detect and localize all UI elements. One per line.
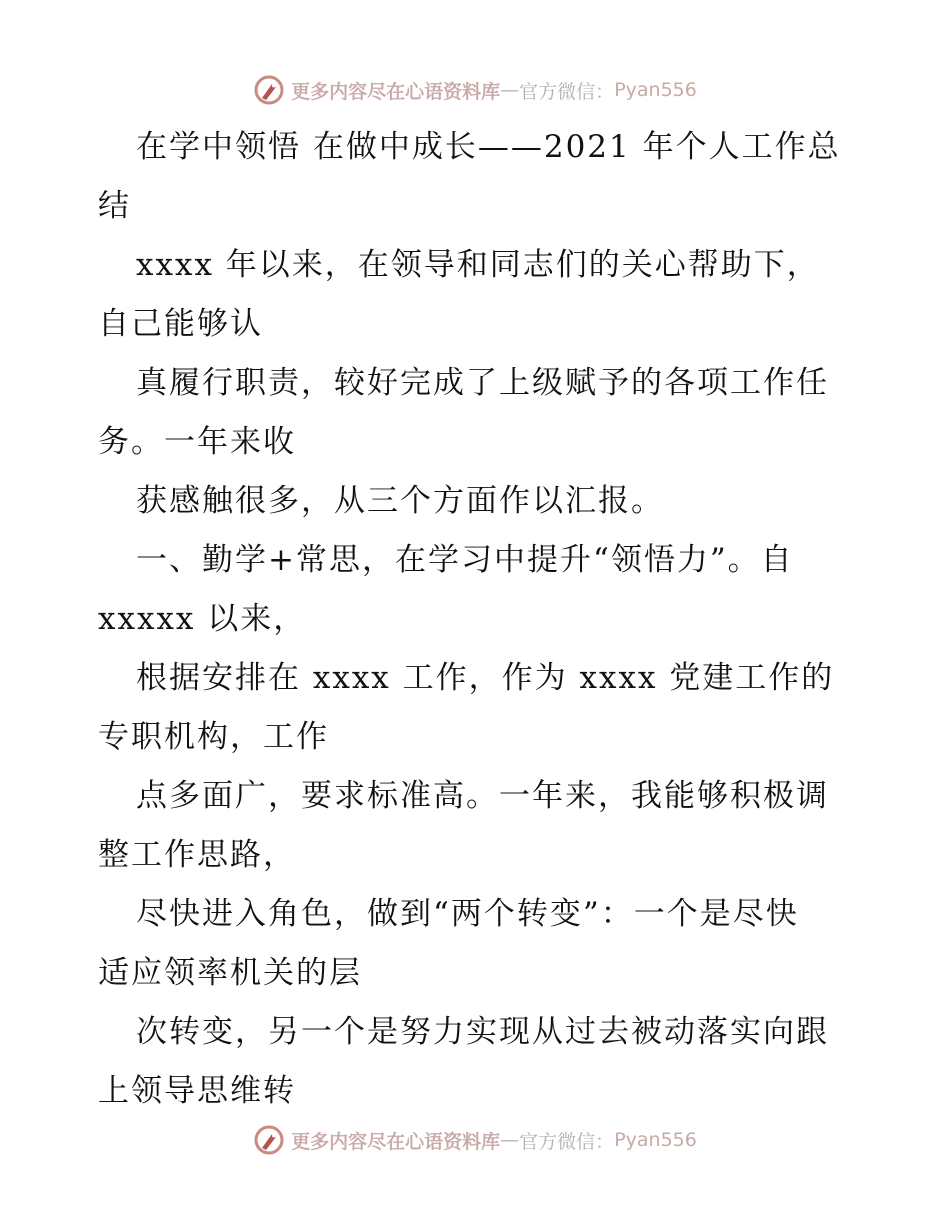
footer-watermark bbox=[0, 1120, 950, 1160]
text-line: 务。一年来收 bbox=[98, 424, 296, 460]
document-body bbox=[98, 118, 858, 1121]
watermark-separator: — bbox=[500, 1129, 520, 1151]
text-line: 上领导思维转 bbox=[98, 1073, 296, 1109]
watermark-main-text: 更多内容尽在心语资料库 bbox=[291, 1130, 501, 1153]
text-line: 一、勤学+常思，在学习中提升“领悟力”。自 bbox=[136, 542, 794, 578]
text-line: 适应领率机关的层 bbox=[98, 955, 362, 991]
text-line: 获感触很多，从三个方面作以汇报。 bbox=[136, 483, 664, 519]
text-line: 专职机构，工作 bbox=[98, 719, 329, 755]
text-line: 根据安排在 xxxx 工作，作为 xxxx 党建工作的 bbox=[136, 660, 835, 696]
text-line: 尽快进入角色，做到“两个转变”：一个是尽快 bbox=[136, 896, 799, 932]
text-line: 自己能够认 bbox=[98, 306, 263, 342]
text-line: 真履行职责，较好完成了上级赋予的各项工作任 bbox=[136, 365, 829, 401]
watermark-sub-text: 官方微信： bbox=[519, 80, 615, 103]
header-watermark bbox=[0, 70, 950, 110]
watermark-wechat-id: Pyan556 bbox=[614, 79, 697, 101]
watermark-main-text: 更多内容尽在心语资料库 bbox=[291, 80, 501, 103]
text-line: 整工作思路， bbox=[98, 837, 296, 873]
text-line: xxxxx 以来， bbox=[98, 601, 307, 637]
text-line: 点多面广，要求标准高。一年来，我能够积极调 bbox=[136, 778, 829, 814]
text-line: xxxx 年以来，在领导和同志们的关心帮助下， bbox=[136, 247, 820, 283]
text-line: 在学中领悟 在做中成长——2021 年个人工作总 bbox=[136, 129, 841, 165]
watermark-sub-text: 官方微信： bbox=[519, 1130, 615, 1153]
text-line: 结 bbox=[98, 188, 131, 224]
pen-nib-circle-icon bbox=[253, 1124, 285, 1156]
pen-nib-circle-icon bbox=[253, 74, 285, 106]
text-line: 次转变，另一个是努力实现从过去被动落实向跟 bbox=[136, 1014, 829, 1050]
watermark-separator: — bbox=[500, 79, 520, 101]
watermark-wechat-id: Pyan556 bbox=[614, 1129, 697, 1151]
